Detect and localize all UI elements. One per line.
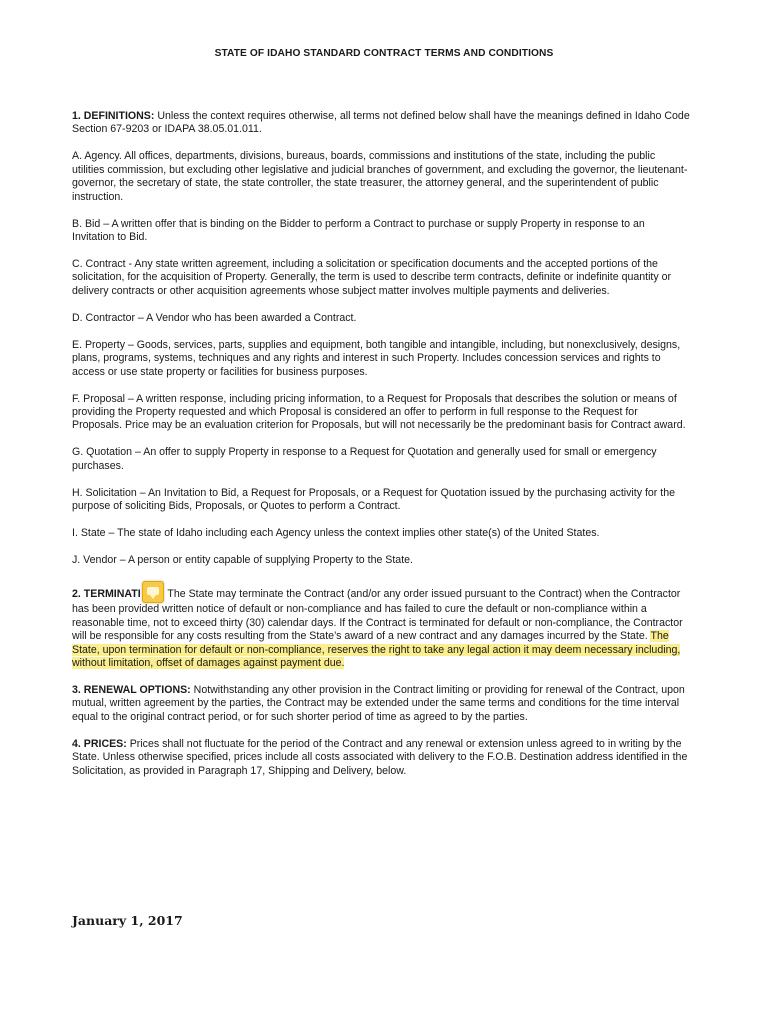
definition-agency: A. Agency. All offices, departments, divisions, bureaus, boards, commissions and institutions of the state, including the public utilities commission, but excluding other legislative and judicial branches of government, and excluding the governor, the lieutenant-governor, the secretary of state, the state controller, the state treasurer, the attorney general, and the superintendent of public instruction.	[72, 150, 688, 203]
renewal-heading: 3. RENEWAL OPTIONS:	[72, 683, 191, 696]
termination-highlight[interactable]: The State, upon termination for default or non-compliance, reserves the right to take any legal action it may deem necessary including, without limitation, offset of damages against payment due.	[72, 630, 681, 669]
termination-paragraph	[72, 581, 690, 670]
renewal-text: Notwithstanding any other provision in the Contract limiting or providing for renewal of the Contract, upon mutual, written agreement by the parties, the Contract may be extended under the same terms and conditions for the time interval equal to the original contract period, or for such shorter period of time as agreed to by the parties.	[72, 683, 685, 723]
definition-contractor: D. Contractor – A Vendor who has been awarded a Contract.	[72, 311, 357, 324]
sticky-note-icon[interactable]	[142, 581, 164, 603]
definition-quotation: G. Quotation – An offer to supply Property in response to a Request for Quotation and generally used for small or emergency purchases.	[72, 446, 657, 472]
definition-vendor: J. Vendor – A person or entity capable of supplying Property to the State.	[72, 554, 413, 567]
definitions-intro: Unless the context requires otherwise, all terms not defined below shall have the meanings defined in Idaho Code Section 67-9203 or IDAPA 38.05.01.011.	[72, 110, 690, 136]
definition-state: I. State – The state of Idaho including each Agency unless the context implies other state(s) of the United States.	[72, 527, 600, 540]
termination-obscured-word: been	[92, 603, 116, 616]
definition-bid: B. Bid – A written offer that is binding on the Bidder to perform a Contract to purchase or supply Property in response to an Invitation to Bid.	[72, 217, 645, 244]
prices-heading: 4. PRICES:	[72, 737, 127, 750]
footer-date: January 1, 2017	[72, 913, 183, 928]
document-body	[72, 110, 690, 792]
definition-solicitation: H. Solicitation – An Invitation to Bid, a Request for Proposals, or a Request for Quotation issued by the purchasing activity for the purpose of soliciting Bids, Proposals, or Quotes to perform a Contract.	[72, 486, 675, 513]
definition-property: E. Property – Goods, services, parts, supplies and equipment, both tangible and intangible, including, but nonexclusively, designs, plans, programs, systems, techniques and any rights and interest in such Property. Includes concession services and rights to access or use state property or facilities for business purposes.	[72, 338, 681, 378]
definitions-paragraph	[72, 110, 690, 137]
termination-lead: The State may terminate the Contract (and/or any order issued pursuant to the Contract) when the Contractor has	[72, 588, 681, 616]
prices-paragraph	[72, 738, 690, 778]
definition-proposal: F. Proposal – A written response, including pricing information, to a Request for Proposals that describes the solution or means of providing the Property requested and which Proposal is considered an offer to perform in full response to the Request for Proposals. Price may be an evaluation criterion for Proposals, but will not necessarily be the predominant basis for Contract award.	[72, 392, 686, 432]
termination-heading: 2. TERMINATI	[72, 588, 141, 601]
termination-text: provided written notice of default or non-compliance and has failed to cure the default or non-compliance within a reasonable time, not to exceed thirty (30) calendar days. If the Contract is terminated for default or non-compliance, the Contractor will be responsible for any costs resulting from the State’s award of a new contract and any damages incurred by the State.	[72, 603, 683, 643]
definitions-heading: 1. DEFINITIONS:	[72, 110, 155, 122]
renewal-paragraph	[72, 684, 690, 724]
definition-contract: C. Contract - Any state written agreement, including a solicitation or specification documents and the accepted portions of the solicitation, for the acquisition of Property. Generally, the term is used to describe term contracts, definite or indefinite quantity or delivery contracts or other acquisition agreements whose subject matter involves multiple payments and deliveries.	[72, 258, 672, 297]
page-title: STATE OF IDAHO STANDARD CONTRACT TERMS AND CONDITIONS	[214, 48, 554, 59]
prices-text: Prices shall not fluctuate for the period of the Contract and any renewal or extension unless agreed to in writing by the State. Unless otherwise specified, prices include all costs associated with delivery to the F.O.B. Destination address identified in the Solicitation, as provided in Paragraph 17, Shipping and Delivery, below.	[72, 737, 688, 777]
